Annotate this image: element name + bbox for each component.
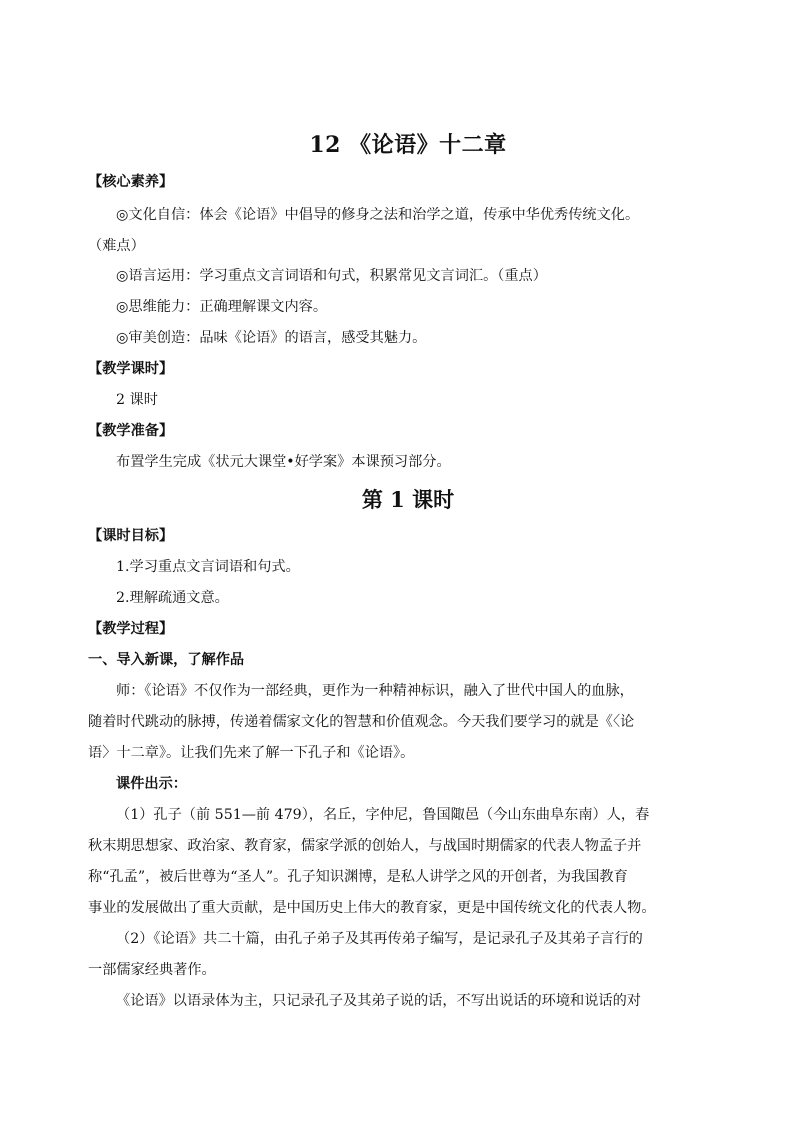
intro-line: 师：《论语》不仅作为一部经典，更作为一种精神标识，融入了世代中国人的血脉， (116, 683, 634, 699)
goal-heading: 【课时目标】 (88, 528, 174, 544)
core-heading: 【核心素养】 (88, 174, 174, 190)
paragraph-line: 称“孔孟”，被后世尊为“圣人”。孔子知识渊博，是私人讲学之风的开创者，为我国教育 (88, 869, 628, 885)
hours-heading: 【教学课时】 (88, 361, 174, 377)
paragraph-line: 事业的发展做出了重大贡献，是中国历史上伟大的教育家，更是中国传统文化的代表人物。 (88, 900, 656, 916)
hours-value: 2 课时 (116, 392, 158, 408)
intro-line: 随着时代跳动的脉搏，传递着儒家文化的智慧和价值观念。今天我们要学习的就是《〈论 (88, 714, 635, 730)
paragraph-line: （2）《论语》共二十篇，由孔子弟子及其再传弟子编写，是记录孔子及其弟子言行的 (116, 931, 643, 947)
paragraph-line: 《论语》以语录体为主，只记录孔子及其弟子说的话，不写出说话的环境和说话的对 (116, 993, 641, 1009)
core-item-culture: ◎文化自信：体会《论语》中倡导的修身之法和治学之道，传承中华优秀传统文化。 (116, 207, 640, 223)
paragraph-line: 秋末期思想家、政治家、教育家，儒家学派的创始人，与战国时期儒家的代表人物孟子并 (88, 838, 642, 854)
goal-item: 2.理解疏通文意。 (116, 590, 229, 606)
process-heading: 【教学过程】 (88, 621, 174, 637)
goal-item: 1.学习重点文言词语和句式。 (116, 559, 300, 575)
prep-heading: 【教学准备】 (88, 423, 174, 439)
paragraph-line: （1）孔子（前 551—前 479），名丘，字仲尼，鲁国陬邑（今山东曲阜东南）人，春 (116, 807, 650, 823)
prep-text: 布置学生完成《状元大课堂•好学案》本课预习部分。 (116, 454, 451, 470)
lesson-title: 第 1 课时 (361, 487, 455, 512)
intro-line: 语〉十二章》。让我们先来了解一下孔子和《论语》。 (88, 745, 415, 761)
courseware-label: 课件出示： (116, 776, 187, 792)
section-heading: 一、导入新课，了解作品 (88, 652, 245, 668)
core-item-aesthetic: ◎审美创造：品味《论语》的语言，感受其魅力。 (116, 330, 427, 346)
core-item-culture-note: （难点） (88, 238, 145, 254)
page-title: 12 《论语》十二章 (309, 132, 507, 158)
core-item-thinking: ◎思维能力：正确理解课文内容。 (116, 299, 328, 315)
core-item-language: ◎语言运用：学习重点文言词语和句式，积累常见文言词汇。（重点） (116, 268, 547, 284)
paragraph-line: 一部儒家经典著作。 (88, 962, 216, 978)
